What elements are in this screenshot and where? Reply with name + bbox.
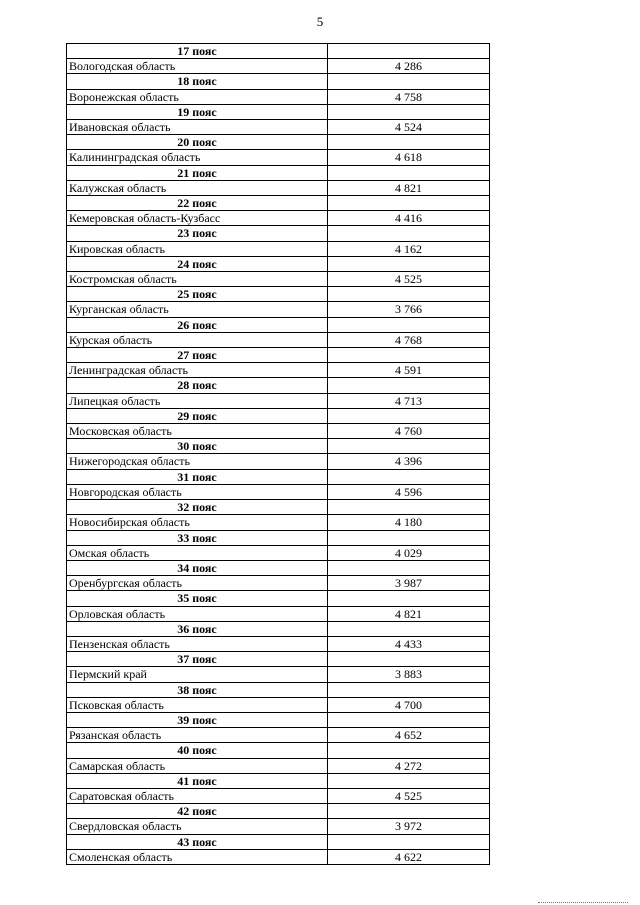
table-row [67, 180, 490, 195]
zone-name: 17 пояс [67, 44, 328, 59]
table-row [67, 788, 490, 803]
zones-table-body [67, 44, 490, 865]
zone-name: 30 пояс [67, 439, 328, 454]
zone-empty-cell [328, 408, 490, 423]
zone-name: 27 пояс [67, 348, 328, 363]
region-value: 4 029 [328, 545, 490, 560]
zone-empty-cell [328, 165, 490, 180]
zone-empty-cell [328, 439, 490, 454]
region-name: Вологодская область [67, 59, 328, 74]
region-value: 4 713 [328, 393, 490, 408]
region-value: 4 180 [328, 515, 490, 530]
zone-name: 28 пояс [67, 378, 328, 393]
zone-header-row [67, 743, 490, 758]
table-row [67, 515, 490, 530]
zone-header-row [67, 804, 490, 819]
region-name: Омская область [67, 545, 328, 560]
table-row [67, 545, 490, 560]
zone-empty-cell [328, 469, 490, 484]
zone-header-row [67, 287, 490, 302]
region-name: Псковская область [67, 697, 328, 712]
zone-header-row [67, 682, 490, 697]
table-row [67, 363, 490, 378]
zone-header-row [67, 469, 490, 484]
table-row [67, 302, 490, 317]
zone-name: 22 пояс [67, 196, 328, 211]
table-row [67, 59, 490, 74]
table-row [67, 576, 490, 591]
zone-empty-cell [328, 135, 490, 150]
table-row [67, 484, 490, 499]
region-value: 4 524 [328, 120, 490, 135]
region-name: Смоленская область [67, 849, 328, 864]
region-name: Пензенская область [67, 636, 328, 651]
zone-empty-cell [328, 682, 490, 697]
zone-empty-cell [328, 226, 490, 241]
zone-header-row [67, 226, 490, 241]
zone-empty-cell [328, 378, 490, 393]
table-row [67, 667, 490, 682]
region-value: 4 525 [328, 788, 490, 803]
region-name: Курганская область [67, 302, 328, 317]
zone-empty-cell [328, 348, 490, 363]
region-value: 3 972 [328, 819, 490, 834]
zone-name: 18 пояс [67, 74, 328, 89]
region-value: 4 618 [328, 150, 490, 165]
zone-name: 43 пояс [67, 834, 328, 849]
table-row [67, 849, 490, 864]
zone-name: 35 пояс [67, 591, 328, 606]
region-value: 4 162 [328, 241, 490, 256]
zone-header-row [67, 348, 490, 363]
region-name: Ивановская область [67, 120, 328, 135]
region-value: 4 596 [328, 484, 490, 499]
region-value: 4 760 [328, 424, 490, 439]
region-value: 4 396 [328, 454, 490, 469]
zone-name: 25 пояс [67, 287, 328, 302]
region-value: 3 766 [328, 302, 490, 317]
zone-empty-cell [328, 621, 490, 636]
region-name: Кемеровская область-Кузбасс [67, 211, 328, 226]
zone-name: 40 пояс [67, 743, 328, 758]
table-row [67, 819, 490, 834]
table-row [67, 120, 490, 135]
zone-empty-cell [328, 804, 490, 819]
zone-name: 37 пояс [67, 652, 328, 667]
table-row [67, 211, 490, 226]
scan-mark [538, 902, 628, 903]
zone-name: 42 пояс [67, 804, 328, 819]
zone-empty-cell [328, 74, 490, 89]
table-row [67, 636, 490, 651]
zone-header-row [67, 44, 490, 59]
zone-name: 20 пояс [67, 135, 328, 150]
table-row [67, 454, 490, 469]
zone-name: 24 пояс [67, 256, 328, 271]
zone-name: 39 пояс [67, 712, 328, 727]
zone-name: 26 пояс [67, 317, 328, 332]
zone-header-row [67, 621, 490, 636]
table-row [67, 272, 490, 287]
zone-name: 19 пояс [67, 104, 328, 119]
region-value: 4 652 [328, 728, 490, 743]
region-value: 4 758 [328, 89, 490, 104]
region-value: 4 272 [328, 758, 490, 773]
table-row [67, 89, 490, 104]
region-name: Курская область [67, 332, 328, 347]
zone-name: 36 пояс [67, 621, 328, 636]
zone-name: 31 пояс [67, 469, 328, 484]
region-name: Московская область [67, 424, 328, 439]
zone-name: 21 пояс [67, 165, 328, 180]
region-value: 4 416 [328, 211, 490, 226]
region-name: Ленинградская область [67, 363, 328, 378]
region-name: Калужская область [67, 180, 328, 195]
region-name: Саратовская область [67, 788, 328, 803]
region-value: 4 821 [328, 180, 490, 195]
page-number: 5 [316, 14, 324, 29]
zone-header-row [67, 74, 490, 89]
region-value: 3 987 [328, 576, 490, 591]
region-name: Самарская область [67, 758, 328, 773]
region-name: Костромская область [67, 272, 328, 287]
zone-header-row [67, 652, 490, 667]
zone-header-row [67, 317, 490, 332]
table-row [67, 332, 490, 347]
region-name: Воронежская область [67, 89, 328, 104]
region-name: Липецкая область [67, 393, 328, 408]
table-row [67, 606, 490, 621]
region-name: Орловская область [67, 606, 328, 621]
region-name: Калининградская область [67, 150, 328, 165]
zone-empty-cell [328, 256, 490, 271]
table-row [67, 424, 490, 439]
region-value: 4 622 [328, 849, 490, 864]
zone-name: 41 пояс [67, 773, 328, 788]
zone-empty-cell [328, 317, 490, 332]
zone-name: 23 пояс [67, 226, 328, 241]
region-name: Рязанская область [67, 728, 328, 743]
table-row [67, 150, 490, 165]
zone-header-row [67, 256, 490, 271]
region-name: Нижегородская область [67, 454, 328, 469]
table-row [67, 393, 490, 408]
zone-header-row [67, 104, 490, 119]
region-value: 3 883 [328, 667, 490, 682]
table-row [67, 697, 490, 712]
zone-header-row [67, 712, 490, 727]
zone-name: 34 пояс [67, 560, 328, 575]
zone-header-row [67, 530, 490, 545]
zone-empty-cell [328, 500, 490, 515]
zone-header-row [67, 378, 490, 393]
zone-empty-cell [328, 834, 490, 849]
zone-empty-cell [328, 530, 490, 545]
zone-header-row [67, 196, 490, 211]
zone-name: 33 пояс [67, 530, 328, 545]
zone-empty-cell [328, 560, 490, 575]
zone-empty-cell [328, 773, 490, 788]
zone-name: 29 пояс [67, 408, 328, 423]
zone-name: 32 пояс [67, 500, 328, 515]
region-value: 4 433 [328, 636, 490, 651]
zone-header-row [67, 834, 490, 849]
region-name: Новосибирская область [67, 515, 328, 530]
zone-empty-cell [328, 196, 490, 211]
zone-header-row [67, 408, 490, 423]
region-value: 4 768 [328, 332, 490, 347]
zone-header-row [67, 591, 490, 606]
zone-header-row [67, 165, 490, 180]
table-row [67, 728, 490, 743]
region-value: 4 525 [328, 272, 490, 287]
zone-empty-cell [328, 712, 490, 727]
zone-header-row [67, 773, 490, 788]
zones-table [66, 43, 490, 865]
region-value: 4 591 [328, 363, 490, 378]
zone-empty-cell [328, 591, 490, 606]
region-name: Новгородская область [67, 484, 328, 499]
zone-empty-cell [328, 743, 490, 758]
zone-empty-cell [328, 104, 490, 119]
region-name: Кировская область [67, 241, 328, 256]
zone-name: 38 пояс [67, 682, 328, 697]
zone-empty-cell [328, 287, 490, 302]
zone-header-row [67, 135, 490, 150]
zone-empty-cell [328, 44, 490, 59]
region-value: 4 700 [328, 697, 490, 712]
region-name: Пермский край [67, 667, 328, 682]
region-name: Свердловская область [67, 819, 328, 834]
region-value: 4 821 [328, 606, 490, 621]
zone-empty-cell [328, 652, 490, 667]
region-name: Оренбургская область [67, 576, 328, 591]
zone-header-row [67, 500, 490, 515]
zone-header-row [67, 439, 490, 454]
table-row [67, 758, 490, 773]
zone-header-row [67, 560, 490, 575]
table-row [67, 241, 490, 256]
region-value: 4 286 [328, 59, 490, 74]
